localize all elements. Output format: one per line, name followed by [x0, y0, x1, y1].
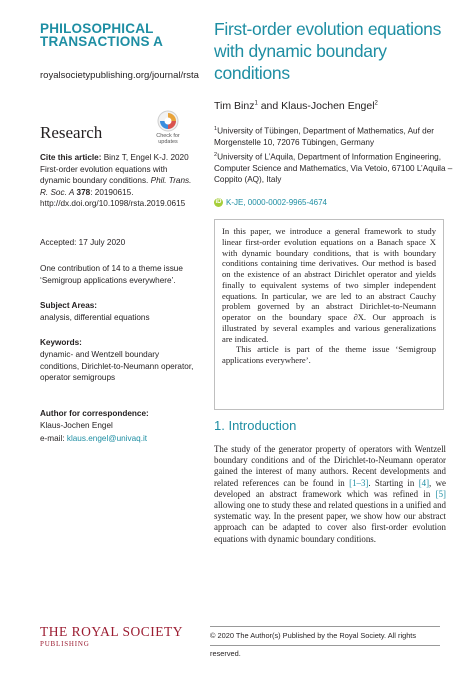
correspondence-name: Klaus-Jochen Engel [40, 421, 113, 430]
section-label: Research [40, 123, 103, 142]
cite-doi[interactable]: http://dx.doi.org/10.1098/rsta.2019.0615 [40, 199, 186, 208]
cite-volume: 378 [74, 187, 91, 197]
author-1-sup: 1 [254, 100, 258, 107]
ref-link-3[interactable]: [5] [435, 488, 446, 499]
affil1-text: University of Tübingen, Department of Mathematics, Auf der Morgenstelle 10, 72076 Tübingen, Germany [214, 126, 434, 148]
check-for-updates-badge[interactable] [148, 110, 188, 145]
accepted-date: Accepted: 17 July 2020 [40, 238, 126, 247]
author-2: and Klaus-Jochen Engel [257, 100, 375, 112]
journal-name-line2: TRANSACTIONS A [40, 34, 164, 49]
subject-areas: analysis, differential equations [40, 313, 150, 322]
ref-link-1[interactable]: [1–3] [349, 477, 369, 488]
affil2-text: University of L’Aquila, Department of Information Engineering, Computer Science and Mathematics, Via Vetoio, 67100 L’Aquila – Coppito (AQ), Italy [214, 152, 453, 185]
orcid-id[interactable]: K-JE, 0000-0002-9965-4674 [226, 198, 327, 207]
correspondence-heading: Author for correspondence: [40, 409, 149, 418]
intro-text-3: , we developed an abstract framework which was refined in [214, 477, 446, 499]
intro-text-2: . Starting in [368, 477, 419, 488]
article-authors [214, 100, 378, 112]
affil2-sup: 2 [214, 152, 218, 158]
correspondence-email [40, 433, 200, 445]
journal-name-line1: PHILOSOPHICAL [40, 21, 154, 36]
orcid-icon: iD [215, 199, 222, 206]
subject-heading: Subject Areas: [40, 301, 98, 310]
abstract-paragraph-1: In this paper, we introduce a general framework to study linear first-order evolution equations on a Banach space X with dynamic boundary conditions, that is with boundary conditions containing time derivatives. Our method is based on the existence of an abstract Dirichlet operator and yields finally to equivalent systems of two simpler independent equations. In particular, we are led to an abstract Cauchy problem governed by an abstract Dirichlet-to-Neumann operator on the boundary space ∂X. Our approach is illustrated by several examples and various generalizations are indicated. [222, 226, 436, 344]
intro-text-4: allowing one to study these and related questions in a unified and systematic way. In the present paper, we show how our abstract approach can be adapted to cover also first-order evolution equations with dynamic boundary conditions. [214, 500, 446, 544]
abstract-box [214, 219, 444, 410]
affil1-sup: 1 [214, 126, 218, 132]
cite-journal: Phil. Trans. R. Soc. A [40, 176, 192, 197]
author-1: Tim Binz [214, 100, 255, 112]
cite-label: Cite this article: [40, 153, 102, 162]
cite-block [40, 152, 200, 210]
article-title: First-order evolution equations with dynamic boundary conditions [214, 19, 442, 83]
abstract-paragraph-2: This article is part of the theme issue ‘Semigroup applications everywhere’. [222, 344, 436, 365]
keywords-heading: Keywords: [40, 338, 82, 347]
journal-name [40, 22, 190, 48]
royal-society-logo: THE ROYAL SOCIETY [40, 624, 183, 639]
publishing-label: PUBLISHING [40, 640, 90, 648]
copyright-notice: © 2020 The Author(s) Published by the Royal Society. All rights reserved. [210, 626, 440, 646]
check-updates-icon [157, 110, 179, 132]
email-link[interactable]: klaus.engel@univaq.it [66, 434, 148, 443]
cite-rest: : 20190615. [90, 187, 134, 197]
affiliation-1 [214, 124, 460, 148]
badge-line2: updates [158, 139, 178, 145]
cite-text: Binz T, Engel K-J. 2020 First-order evolution equations with dynamic boundary conditions. [40, 153, 189, 185]
badge-line1: Check for [156, 133, 180, 139]
intro-heading: 1. Introduction [214, 418, 297, 433]
ref-link-2[interactable]: [4] [418, 477, 430, 488]
journal-url[interactable]: royalsocietypublishing.org/journal/rsta [40, 70, 199, 81]
email-label: e-mail: [40, 434, 67, 443]
keywords: dynamic- and Wentzell boundary conditions, Dirichlet-to-Neumann operator, operator semigroups [40, 350, 194, 382]
affiliation-2 [214, 150, 460, 186]
author-2-sup: 2 [374, 100, 378, 107]
intro-text-1: The study of the generator property of operators with Wentzell boundary conditions and of the Dirichlet-to-Neumann operator gained the interest of many authors. Recent developments and related references can be found in [214, 444, 446, 488]
contribution-note: One contribution of 14 to a theme issue ‘Semigroup applications everywhere’. [40, 264, 183, 285]
intro-paragraph [214, 444, 446, 545]
orcid-line[interactable] [214, 198, 327, 207]
